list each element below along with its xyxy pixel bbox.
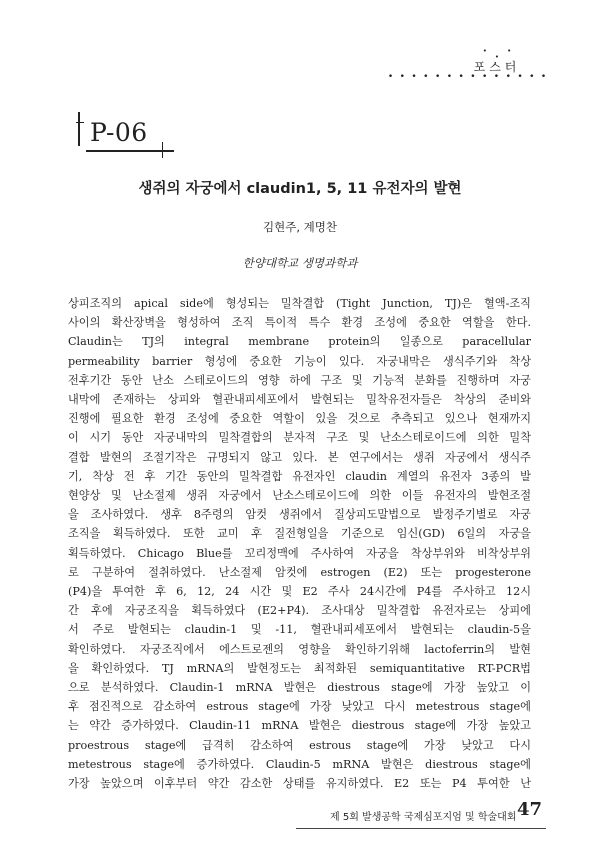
- footer-conference: 제 5회 발생공학 국제심포지엄 및 학술대회: [330, 812, 517, 823]
- section-label: [467, 48, 527, 74]
- body-line: 이 시기 동안 자궁내막의 밀착결합의 분자적 구조 및 난소스테로이드에 의한 밀착: [68, 431, 531, 445]
- body-line: 을 조사하였다. 생후 8주령의 암컷 생쥐에서 질상피도말법으로 발정주기별로 자궁: [68, 508, 531, 522]
- body-line: 기, 착상 전 후 기간 동안의 밀착결합 유전자인 claudin 계열의 유전자 3종의 발: [68, 469, 531, 483]
- body-line: 현양상 및 난소절제 생쥐 자궁에서 난소스테로이드에 의한 이들 유전자의 발현조절: [68, 489, 531, 503]
- abstract-body: [68, 294, 531, 793]
- body-line: proestrous stage에 급격히 감소하여 estrous stage에 가장 낮았고 다시: [68, 738, 531, 752]
- paper-authors: 김현주, 계명찬: [263, 220, 337, 234]
- body-line: 결합 발현의 조절기작은 규명되지 않고 있다. 본 연구에서는 생쥐 자궁에서 생식주: [68, 450, 531, 464]
- body-line: Claudin는 TJ의 integral membrane protein의 일종으로 paracellular: [68, 335, 531, 349]
- section-label-text: 포스터: [473, 60, 521, 74]
- body-line: 서 주로 발현되는 claudin-1 및 -11, 혈관내피세포에서 발현되는 claudin-5을: [68, 623, 531, 637]
- section-dots-top: • • •: [482, 47, 521, 61]
- body-line: 조직을 획득하였다. 또한 교미 후 질전형일을 기준으로 임신(GD) 6일의 자궁을: [68, 527, 531, 541]
- poster-code: P-06: [90, 118, 148, 147]
- body-line: 진행에 필요한 환경 조성에 중요한 역할이 있을 것으로 추측되고 있으나 현재까지: [68, 412, 531, 426]
- code-mark-right-tick: [162, 142, 163, 158]
- body-line: metestrous stage에 증가하였다. Claudin-5 mRNA 발현은 diestrous stage에: [68, 757, 531, 771]
- paper-affiliation: 한양대학교 생명과학과: [242, 256, 358, 270]
- code-mark-underline: [86, 150, 174, 152]
- body-line: 가장 높았으며 이후부터 약간 감소한 상태를 유지하였다. E2 또는 P4 투여한 난: [68, 777, 531, 791]
- body-line: 로 구분하여 절취하였다. 난소절제 암컷에 estrogen (E2) 또는 progesterone: [68, 565, 531, 579]
- body-line: 상피조직의 apical side에 형성되는 밀착결합 (Tight Junction, TJ)은 혈액-조직: [68, 297, 531, 310]
- poster-code-mark: [76, 112, 176, 164]
- body-line: permeability barrier 형성에 중요한 기능이 있다. 자궁내막은 생식주기와 착상: [68, 354, 531, 368]
- body-line: 간 후에 자궁조직을 획득하였다 (E2+P4). 조사대상 밀착결합 유전자로는 상피에: [68, 604, 531, 618]
- body-line: (P4)을 투여한 후 6, 12, 24 시간 및 E2 주사 24시간에 P4를 주사하고 12시: [68, 585, 531, 599]
- body-line: 전후기간 동안 난소 스테로이드의 영향 하에 구조 및 기능적 분화를 진행하며 자궁: [68, 373, 531, 387]
- paper-title: 생쥐의 자궁에서 claudin1, 5, 11 유전자의 발현: [138, 181, 462, 197]
- body-line: 을 확인하였다. TJ mRNA의 발현정도는 최적화된 semiquantitative RT-PCR법: [68, 661, 531, 675]
- body-line: 내막에 존재하는 상피와 혈관내피세포에서 발현되는 밀착유전자들은 착상의 준비와: [68, 393, 531, 407]
- body-line: 사이의 확산장벽을 형성하여 조직 특이적 특수 환경 조성에 중요한 역할을 한다.: [68, 316, 531, 330]
- code-mark-vertical-line: [78, 112, 80, 146]
- section-dots-bottom: • • • • • • • • • • • • • •: [387, 72, 548, 82]
- body-line: 획득하였다. Chicago Blue를 꼬리정맥에 주사하여 자궁을 착상부위와 비착상부위: [68, 546, 531, 560]
- body-line: 확인하였다. 자궁조직에서 에스트로젠의 영향을 확인하기위해 lactoferrin의 발현: [68, 642, 531, 656]
- body-line: 는 약간 증가하였다. Claudin-11 mRNA 발현은 diestrous stage에 가장 높았고: [68, 719, 531, 733]
- body-line: 후 점진적으로 감소하여 estrous stage에 가장 낮았고 다시 metestrous stage에: [68, 700, 531, 714]
- footer-rule: [296, 828, 546, 829]
- code-mark-tick: [76, 122, 84, 123]
- body-line: 으로 분석하였다. Claudin-1 mRNA 발현은 diestrous stage에 가장 높았고 이: [68, 681, 531, 695]
- page-number: 47: [516, 799, 542, 820]
